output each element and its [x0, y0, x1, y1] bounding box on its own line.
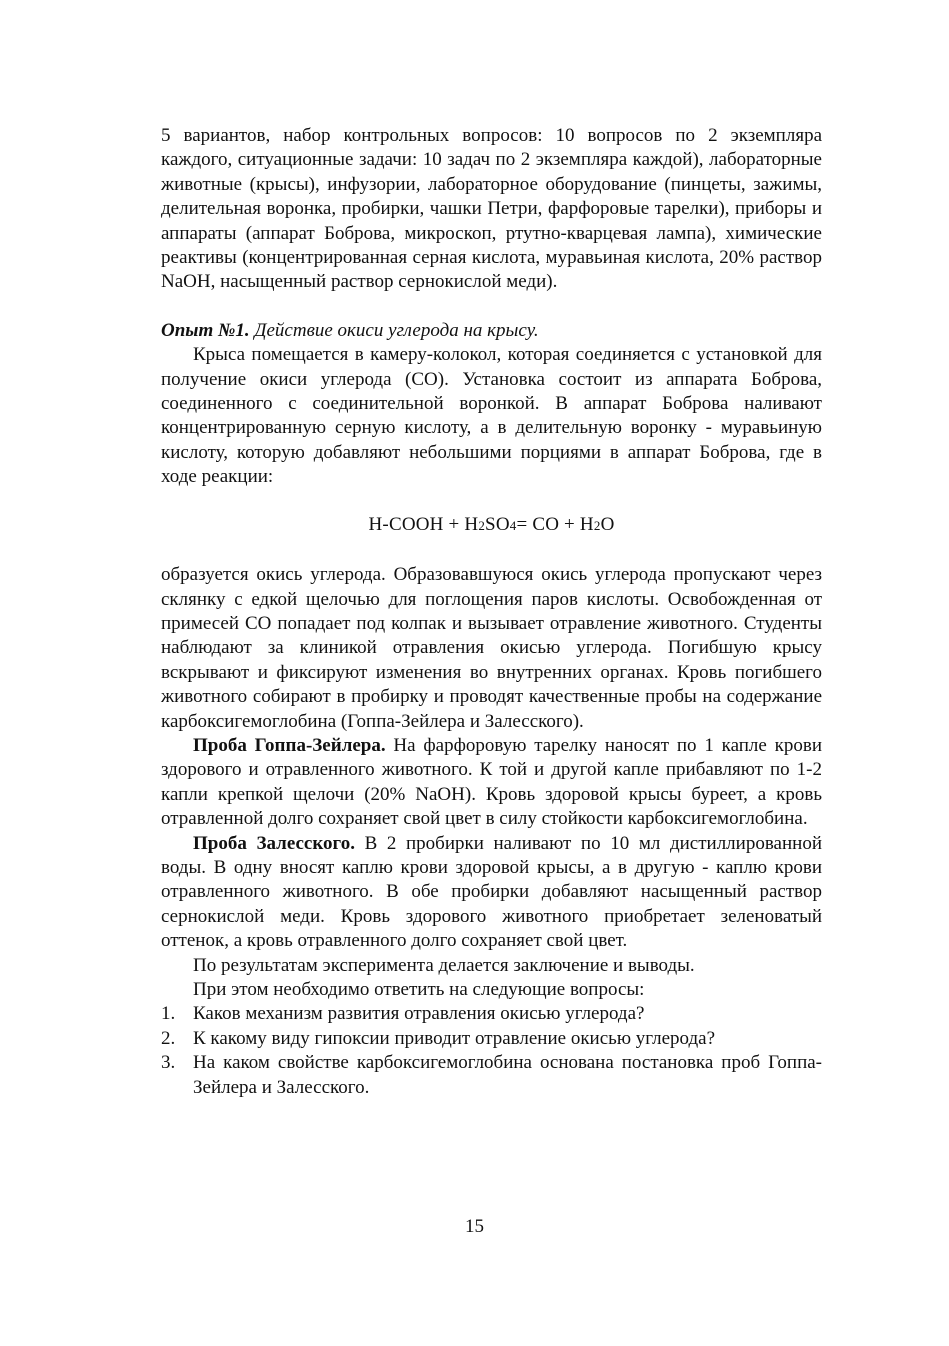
questions-intro: При этом необходимо ответить на следующие вопросы: [193, 979, 645, 1000]
formula-end: O [600, 513, 615, 535]
formula-sub-1: 2 [478, 517, 486, 533]
document-page [161, 124, 822, 1100]
zalessky-test-text: В 2 пробирки наливают по 10 мл дистиллированной воды. В одну вносят каплю крови здоровой крысы, а в другую - каплю крови отравленного животного. В обе пробирки добавляют насыщенный раствор сернокислой меди. Кровь здорового животного приобретает зеленоватый оттенок, а кровь отравленного долго сохраняет свой цвет. [161, 832, 822, 952]
experiment-title: Действие окиси углерода на крысу. [254, 319, 539, 341]
question-text: К какому виду гипоксии приводит отравление окисью углерода? [193, 1027, 715, 1049]
formula-sub-3: 2 [593, 517, 601, 533]
experiment-label: Опыт №1. [161, 319, 250, 341]
question-text: Каков механизм развития отравления окисью углерода? [193, 1003, 645, 1025]
formula-mid: SO [485, 513, 510, 535]
experiment-heading [161, 319, 822, 343]
list-item [161, 1051, 822, 1100]
result-paragraph: образуется окись углерода. Образовавшуюся окись углерода пропускают через склянку с едкой щелочью для поглощения паров кислоты. Освобожденная от примесей СО попадает под колпак и вызывает отравление животного. Студенты наблюдают за клиникой отравления окисью углерода. Погибшую крысу вскрывают и фиксируют изменения во внутренних органах. Кровь погибшего животного собирают в пробирку и проводят качественные пробы на содержание карбоксигемоглобина (Гоппа-Зейлера и Залесского). [161, 564, 822, 732]
setup-paragraph: Крыса помещается в камеру-колокол, которая соединяется с установкой для получение окиси углерода (СО). Установка состоит из аппарата Боброва, соединенного с соединительной воронкой. В аппарат Боброва наливают концентрированную серную кислоту, а в делительную воронку - муравьиную кислоту, которую добавляют небольшими порциями в аппарат Боброва, где в ходе реакции: [161, 344, 822, 488]
formula-right: = CO + H [516, 513, 594, 535]
zalessky-test-paragraph [161, 832, 822, 954]
hoppe-test-title: Проба Гоппа-Зейлера. [193, 734, 386, 756]
question-number: 2. [161, 1027, 176, 1049]
formula-left: H-COOH + H [368, 513, 479, 535]
questions-list [161, 1002, 822, 1100]
zalessky-test-title: Проба Залесского. [193, 832, 355, 854]
list-item [161, 1002, 822, 1026]
list-item [161, 1027, 822, 1051]
hoppe-test-text: На фарфоровую тарелку наносят по 1 капле крови здорового и отравленного животного. К той и другой капле прибавляют по 1-2 капли крепкой щелочи (20% NaOH). Кровь здоровой крысы буреет, а кровь отравленной долго сохраняет свой цвет в силу стойкости карбоксигемоглобина. [161, 734, 822, 830]
intro-paragraph: 5 вариантов, набор контрольных вопросов: 10 вопросов по 2 экземпляра каждого, ситуационные задачи: 10 задач по 2 экземпляра каждой), лабораторные животные (крысы), инфузории, лабораторное оборудование (пинцеты, зажимы, делительная воронка, пробирки, чашки Петри, фарфоровые тарелки), приборы и аппараты (аппарат Боброва, микроскоп, ртутно-кварцевая лампа), химические реактивы (концентрированная серная кислота, муравьиная кислота, 20% раствор NaOH, насыщенный раствор сернокислой меди). [161, 125, 822, 293]
question-number: 3. [161, 1052, 176, 1074]
conclusion-paragraph: По результатам эксперимента делается заключение и выводы. [193, 954, 695, 976]
question-number: 1. [161, 1003, 176, 1025]
reaction-formula [161, 513, 822, 538]
question-text: На каком свойстве карбоксигемоглобина основана постановка проб Гоппа-Зейлера и Залесского. [193, 1052, 822, 1098]
page-number: 15 [465, 1216, 484, 1237]
hoppe-test-paragraph [161, 734, 822, 832]
formula-sub-2: 4 [509, 517, 517, 533]
